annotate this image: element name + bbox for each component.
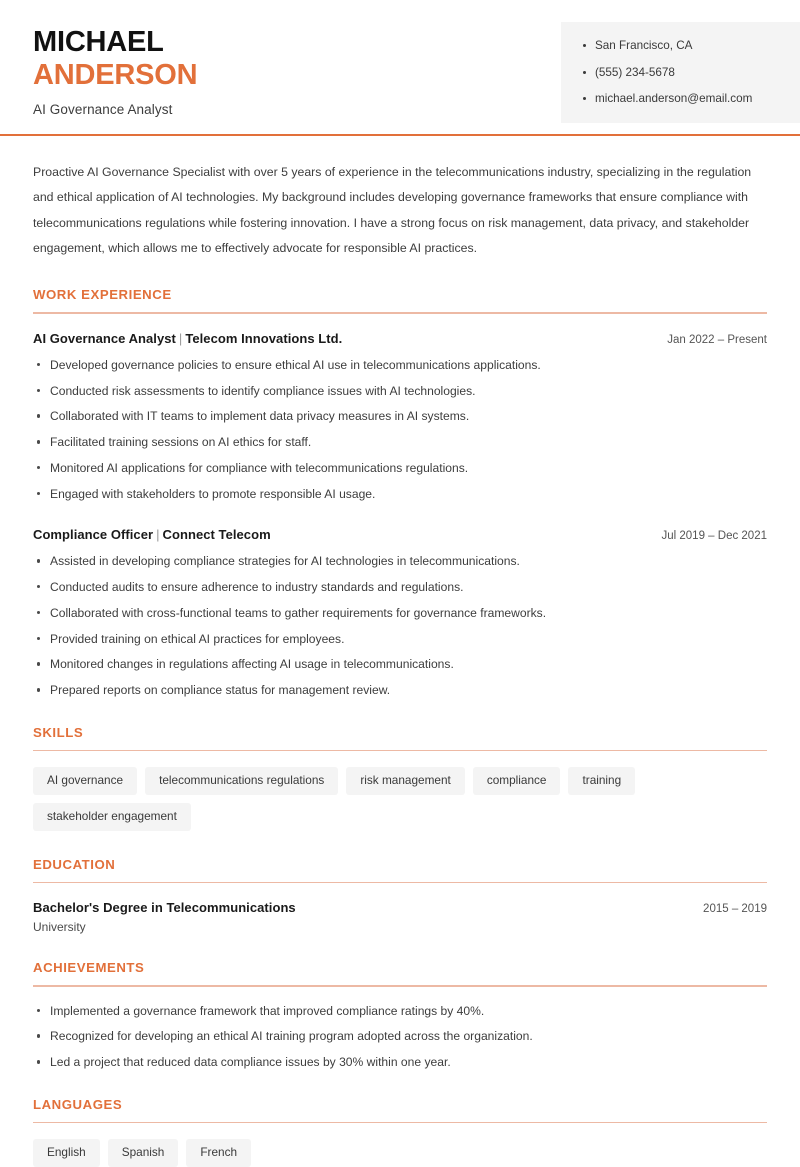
- skill-tag: training: [568, 767, 635, 795]
- section-achievements: [33, 960, 767, 1070]
- education-entry-header: [33, 900, 767, 915]
- resume-body: [0, 136, 800, 1167]
- section-education: [33, 857, 767, 935]
- section-title-achievements: ACHIEVEMENTS: [33, 960, 145, 976]
- first-name: MICHAEL: [33, 26, 164, 58]
- section-skills: [33, 725, 767, 831]
- identity-block: [33, 26, 197, 117]
- list-item: Collaborated with IT teams to implement data privacy measures in AI systems.: [33, 408, 767, 424]
- achievements-bullet-list: [33, 1003, 767, 1071]
- list-item: Engaged with stakeholders to promote responsible AI usage.: [33, 486, 767, 502]
- education-date-range: 2015 – 2019: [703, 903, 767, 916]
- section-title-skills: SKILLS: [33, 724, 84, 740]
- contact-list: [583, 40, 800, 105]
- experience-role: Compliance Officer: [33, 527, 154, 543]
- skill-tag: AI governance: [33, 767, 137, 795]
- section-divider: [33, 750, 767, 752]
- section-title-work-experience: WORK EXPERIENCE: [33, 287, 172, 303]
- section-divider: [33, 882, 767, 884]
- experience-title-line: [33, 331, 342, 346]
- contact-phone[interactable]: (555) 234-5678: [583, 67, 800, 79]
- list-item: Prepared reports on compliance status for management review.: [33, 682, 767, 698]
- experience-entry: [33, 527, 767, 698]
- experience-entry-header: [33, 331, 767, 346]
- language-tag: French: [186, 1139, 251, 1167]
- skills-tag-row: [33, 767, 773, 831]
- section-divider: [33, 985, 767, 987]
- list-item: Monitored changes in regulations affecting AI usage in telecommunications.: [33, 656, 767, 672]
- list-item: Implemented a governance framework that improved compliance ratings by 40%.: [33, 1003, 767, 1019]
- experience-company: Connect Telecom: [162, 527, 271, 543]
- list-item: Conducted audits to ensure adherence to industry standards and regulations.: [33, 579, 767, 595]
- section-title-languages: LANGUAGES: [33, 1096, 123, 1112]
- title-separator: |: [156, 527, 160, 543]
- skill-tag: risk management: [346, 767, 464, 795]
- section-languages: [33, 1097, 767, 1167]
- education-degree: Bachelor's Degree in Telecommunications: [33, 900, 296, 916]
- contact-location: San Francisco, CA: [583, 40, 800, 52]
- education-institution: University: [33, 920, 86, 935]
- contact-card: [561, 22, 800, 123]
- experience-bullet-list: [33, 553, 767, 698]
- list-item: Assisted in developing compliance strategies for AI technologies in telecommunications.: [33, 553, 767, 569]
- list-item: Developed governance policies to ensure ethical AI use in telecommunications applications.: [33, 357, 767, 373]
- list-item: Led a project that reduced data compliance issues by 30% within one year.: [33, 1054, 767, 1070]
- headline-job-title: AI Governance Analyst: [33, 101, 173, 117]
- experience-role: AI Governance Analyst: [33, 330, 176, 346]
- experience-date-range: Jul 2019 – Dec 2021: [661, 530, 767, 543]
- experience-date-range: Jan 2022 – Present: [667, 333, 767, 346]
- list-item: Conducted risk assessments to identify compliance issues with AI technologies.: [33, 383, 767, 399]
- section-work-experience: [33, 287, 767, 698]
- resume-header: [0, 0, 800, 136]
- professional-summary: Proactive AI Governance Specialist with over 5 years of experience in the telecommunications industry, specializing in the regulation and ethical application of AI technologies. My background includes developing governance frameworks that ensure compliance with telecommunications regulations while fostering innovation. I have a strong focus on risk management, data privacy, and stakeholder engagement, which allows me to effectively advocate for responsible AI practices.: [33, 165, 752, 255]
- list-item: Recognized for developing an ethical AI training program adopted across the organization.: [33, 1028, 767, 1044]
- language-tag: English: [33, 1139, 100, 1167]
- experience-company: Telecom Innovations Ltd.: [185, 330, 343, 346]
- section-title-education: EDUCATION: [33, 856, 116, 872]
- section-divider: [33, 1122, 767, 1124]
- list-item: Monitored AI applications for compliance with telecommunications regulations.: [33, 460, 767, 476]
- languages-tag-row: [33, 1139, 773, 1167]
- section-divider: [33, 312, 767, 314]
- experience-bullet-list: [33, 357, 767, 502]
- experience-entry-header: [33, 527, 767, 542]
- education-entry: [33, 900, 767, 934]
- experience-entry: [33, 331, 767, 502]
- list-item: Provided training on ethical AI practices for employees.: [33, 631, 767, 647]
- list-item: Facilitated training sessions on AI ethics for staff.: [33, 434, 767, 450]
- skill-tag: telecommunications regulations: [145, 767, 338, 795]
- contact-email[interactable]: michael.anderson@email.com: [583, 93, 800, 105]
- list-item: Collaborated with cross-functional teams to gather requirements for governance frameworks.: [33, 605, 767, 621]
- last-name: ANDERSON: [33, 59, 198, 92]
- title-separator: |: [178, 330, 183, 346]
- language-tag: Spanish: [108, 1139, 179, 1167]
- skill-tag: compliance: [473, 767, 561, 795]
- experience-title-line: [33, 527, 271, 542]
- skill-tag: stakeholder engagement: [33, 803, 191, 831]
